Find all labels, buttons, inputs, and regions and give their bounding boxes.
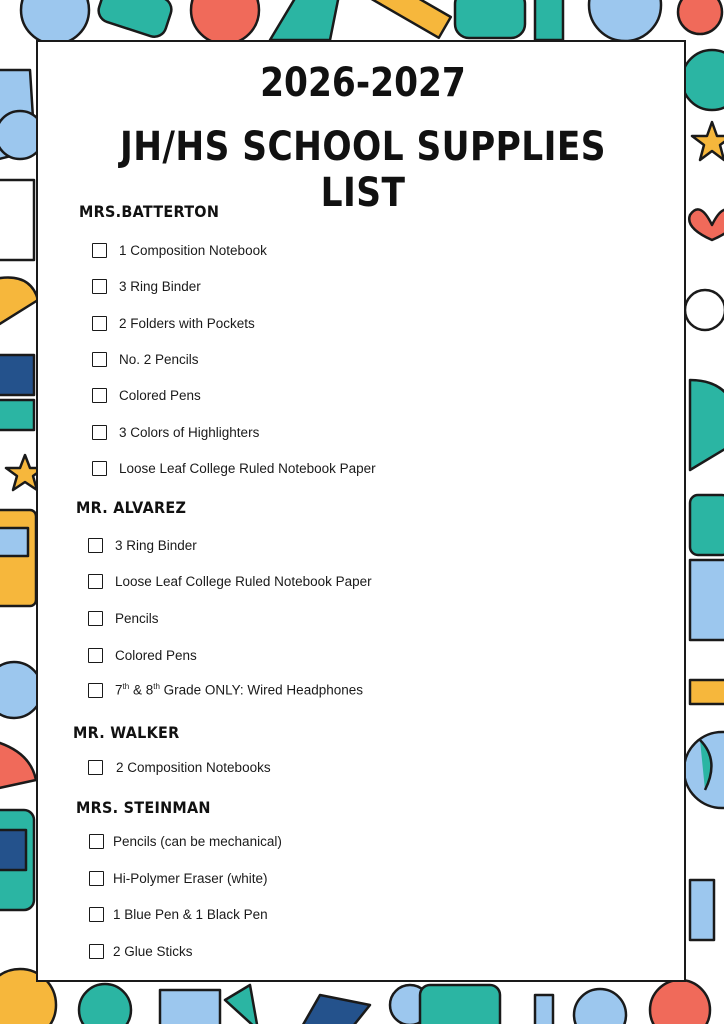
backpack-icon (455, 0, 525, 38)
heart-icon (689, 209, 724, 240)
list-item-headphones: 7th & 8th Grade ONLY: Wired Headphones (88, 680, 363, 700)
right-star-icon (692, 122, 724, 160)
checkbox[interactable] (88, 538, 103, 553)
checkbox[interactable] (92, 461, 107, 476)
list-item: 2 Folders with Pockets (92, 313, 255, 333)
checkbox[interactable] (92, 388, 107, 403)
checkbox[interactable] (88, 574, 103, 589)
list-item: Pencils (can be mechanical) (89, 831, 282, 851)
checkbox[interactable] (92, 243, 107, 258)
list-item: 3 Colors of Highlighters (92, 422, 259, 442)
note-icon (0, 180, 34, 260)
checkbox[interactable] (88, 683, 103, 698)
checkbox[interactable] (89, 944, 104, 959)
checkbox[interactable] (88, 611, 103, 626)
pencil-icon (361, 0, 451, 38)
teacher-heading-walker: MR. WALKER (73, 723, 180, 742)
lab-icon (682, 50, 724, 110)
apple-icon (191, 0, 259, 44)
pencil-bottom-icon (300, 995, 370, 1024)
list-item: 2 Glue Sticks (89, 941, 193, 961)
crayon-icon (96, 0, 175, 40)
list-item: No. 2 Pencils (92, 349, 199, 369)
list-item: 1 Composition Notebook (92, 240, 267, 260)
calculator-icon (0, 510, 36, 606)
ruler-icon (535, 0, 563, 40)
supplies-list-card (36, 40, 686, 982)
globe-icon (21, 0, 89, 44)
list-item: Colored Pens (88, 645, 197, 665)
checkbox[interactable] (88, 760, 103, 775)
list-item: 3 Ring Binder (88, 535, 197, 555)
checkbox[interactable] (89, 834, 104, 849)
bag-right-icon (690, 380, 724, 470)
bag-icon (270, 0, 340, 40)
page-title: JH/HS SCHOOL SUPPLIES LIST (119, 124, 607, 216)
teacher-heading-batterton: MRS.BATTERTON (79, 202, 220, 221)
list-item: Loose Leaf College Ruled Notebook Paper (88, 571, 372, 591)
teacher-heading-steinman: MRS. STEINMAN (76, 798, 211, 817)
checkbox[interactable] (92, 352, 107, 367)
list-item: Hi-Polymer Eraser (white) (89, 868, 268, 888)
trophy-icon (690, 560, 724, 640)
list-item: Loose Leaf College Ruled Notebook Paper (92, 458, 376, 478)
book-icon (0, 355, 34, 395)
list-item: 1 Blue Pen & 1 Black Pen (89, 904, 268, 924)
checkbox[interactable] (92, 425, 107, 440)
checkbox[interactable] (89, 871, 104, 886)
teacher-heading-alvarez: MR. ALVAREZ (76, 498, 187, 517)
clock-icon (589, 0, 661, 41)
checkbox[interactable] (92, 316, 107, 331)
list-item: Pencils (88, 608, 159, 628)
list-item: 3 Ring Binder (92, 276, 201, 296)
list-item: Colored Pens (92, 385, 201, 405)
crayon-left-icon (0, 278, 38, 331)
checkbox[interactable] (88, 648, 103, 663)
checkbox[interactable] (89, 907, 104, 922)
school-year-title: 2026-2027 (260, 60, 466, 106)
checkbox[interactable] (92, 279, 107, 294)
calculator-bottom-icon (420, 985, 500, 1024)
list-item: 2 Composition Notebooks (88, 757, 271, 777)
